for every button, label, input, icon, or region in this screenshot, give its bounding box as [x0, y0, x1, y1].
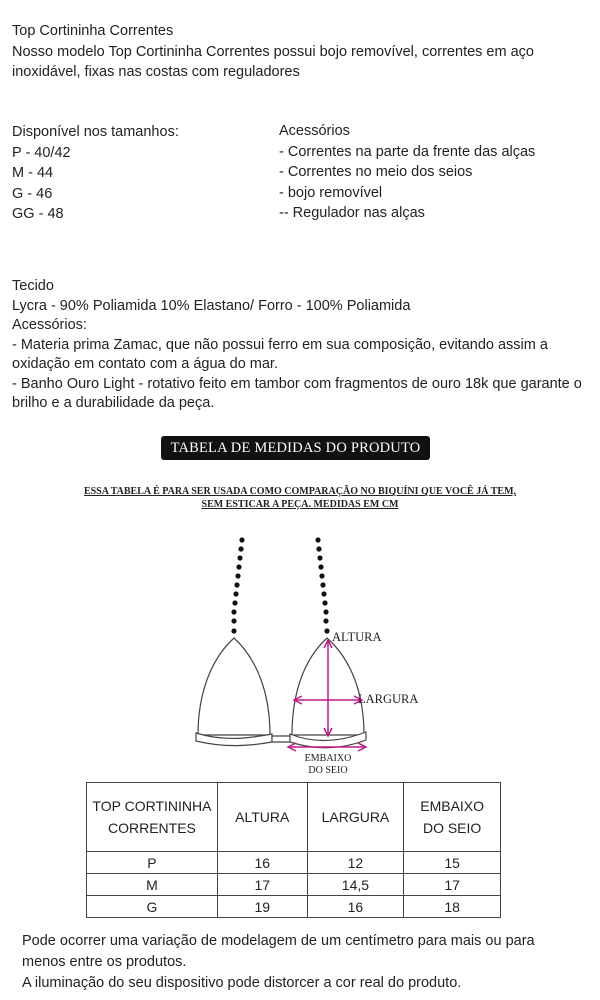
header-height: ALTURA	[217, 783, 307, 852]
accessory-item: - Correntes na parte da frente das alças	[279, 143, 536, 160]
width-cell: 14,5	[307, 874, 404, 896]
bikini-top-diagram	[0, 520, 600, 780]
footer-line: A iluminação do seu dispositivo pode distorcer a cor real do produto.	[22, 975, 462, 991]
header-width: LARGURA	[307, 783, 404, 852]
width-cell: 12	[307, 852, 404, 874]
left-chain-strap	[231, 537, 244, 633]
fabric-line: Acessórios:	[12, 317, 87, 333]
product-description-line: inoxidável, fixas nas costas com reguladores	[12, 64, 300, 80]
size-table	[86, 782, 501, 918]
width-cell: 16	[307, 896, 404, 918]
product-description-line: Nosso modelo Top Cortininha Correntes possui bojo removível, correntes em aço	[12, 43, 534, 60]
footer-line: menos entre os produtos.	[22, 954, 187, 970]
sizes-block	[12, 122, 179, 225]
header-underbust: EMBAIXO DO SEIO	[404, 783, 501, 852]
footer-note	[22, 931, 592, 994]
measure-note-line: SEM ESTICAR A PEÇA. MEDIDAS EM CM	[201, 499, 399, 510]
fabric-line: Lycra - 90% Poliamida 10% Elastano/ Forro - 100% Poliamida	[12, 297, 411, 314]
footer-line: Pode ocorrer uma variação de modelagem de um centímetro para mais ou para	[22, 933, 535, 949]
accessories-heading: Acessórios	[279, 123, 350, 139]
fabric-line: Tecido	[12, 278, 54, 294]
accessory-item: - bojo removível	[279, 184, 383, 201]
sizes-heading: Disponível nos tamanhos:	[12, 124, 179, 140]
left-cup	[198, 638, 270, 735]
size-item: P - 40/42	[12, 144, 71, 161]
size-cell: G	[87, 896, 218, 918]
underbust-cell: 18	[404, 896, 501, 918]
right-chain-strap	[315, 537, 329, 633]
height-label: ALTURA	[332, 630, 382, 644]
height-cell: 19	[217, 896, 307, 918]
underbust-cell: 17	[404, 874, 501, 896]
size-item: M - 44	[12, 165, 54, 181]
header-model: TOP CORTININHA CORRENTES	[87, 783, 218, 852]
size-cell: M	[87, 874, 218, 896]
table-row	[87, 852, 501, 874]
fabric-block	[12, 277, 582, 414]
accessories-block	[279, 121, 535, 224]
fabric-line: - Banho Ouro Light - rotativo feito em tambor com fragmentos de ouro 18k que garante o	[12, 375, 582, 392]
size-item: GG - 48	[12, 206, 64, 222]
fabric-line: oxidação em contato com a água do mar.	[12, 356, 278, 372]
center-connector	[272, 736, 292, 742]
size-item: G - 46	[12, 185, 53, 202]
height-cell: 16	[217, 852, 307, 874]
fabric-line: - Materia prima Zamac, que não possui ferro em sua composição, evitando assim a	[12, 336, 548, 353]
fabric-line: brilho e a durabilidade da peça.	[12, 395, 215, 411]
measure-table-banner: TABELA DE MEDIDAS DO PRODUTO	[161, 436, 430, 460]
underbust-label: EMBAIXO DO SEIO	[304, 753, 352, 776]
table-row	[87, 896, 501, 918]
product-title: Top Cortininha Correntes	[12, 23, 174, 39]
size-cell: P	[87, 852, 218, 874]
underbust-cell: 15	[404, 852, 501, 874]
accessory-item: -- Regulador nas alças	[279, 205, 425, 221]
product-info	[12, 21, 534, 83]
size-table-header-row	[87, 783, 501, 852]
table-row	[87, 874, 501, 896]
width-label: LARGURA	[358, 692, 419, 706]
height-cell: 17	[217, 874, 307, 896]
accessory-item: - Correntes no meio dos seios	[279, 164, 473, 180]
measure-note-line: ESSA TABELA É PARA SER USADA COMO COMPARAÇÃO NO BIQUÍNI QUE VOCÊ JÁ TEM,	[83, 486, 517, 497]
